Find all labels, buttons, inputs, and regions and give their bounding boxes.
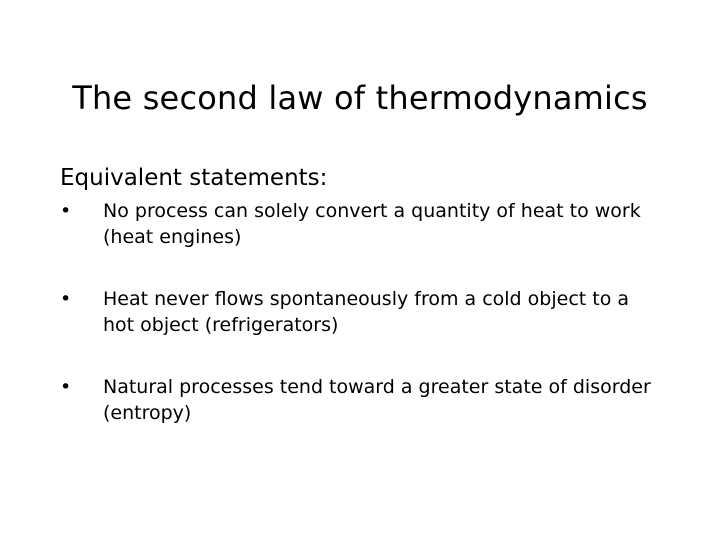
bullet-text: No process can solely convert a quantity of heat to work (heat engines)	[103, 200, 641, 248]
slide-title: The second law of thermodynamics	[72, 79, 648, 117]
bullet-list	[60, 198, 660, 426]
bullet-marker: •	[60, 288, 72, 310]
bullet-text: Natural processes tend toward a greater state of disorder (entropy)	[103, 376, 651, 424]
bullet-item	[60, 286, 660, 338]
bullet-marker: •	[60, 200, 72, 222]
bullet-item	[60, 198, 660, 250]
intro-text: Equivalent statements:	[60, 165, 328, 191]
bullet-marker: •	[60, 376, 72, 398]
bullet-text: Heat never flows spontaneously from a cold object to a hot object (refrigerators)	[103, 288, 630, 336]
bullet-item	[60, 374, 660, 426]
